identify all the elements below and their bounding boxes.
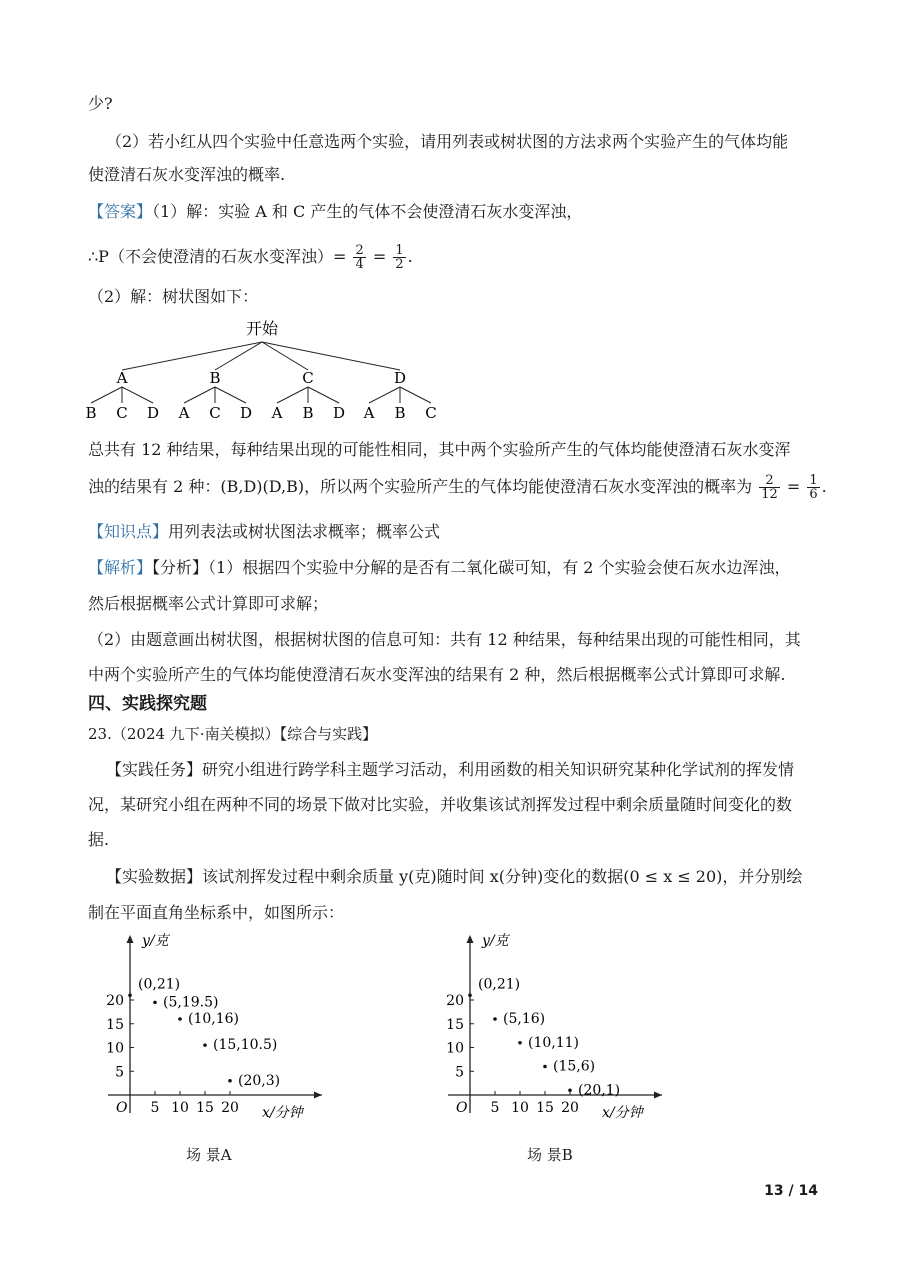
data-point-label: (5,16) bbox=[503, 1011, 546, 1027]
chart-caption-a: 场 景A bbox=[186, 1146, 232, 1164]
tree-leaf-label: A bbox=[271, 404, 283, 422]
tree-leaf-label: C bbox=[425, 404, 437, 422]
tree-branch-label: A bbox=[116, 369, 128, 387]
tree-leaf-label: B bbox=[302, 404, 314, 422]
tree-leaf-label: A bbox=[178, 404, 190, 422]
data-point-label: (5,19.5) bbox=[163, 994, 219, 1011]
x-tick-label: 15 bbox=[536, 1100, 554, 1116]
tree-leaf-label: A bbox=[363, 404, 375, 422]
y-axis-arrow bbox=[127, 935, 134, 943]
origin-label: O bbox=[456, 1100, 468, 1116]
text-line: 制在平面直角坐标系中，如图所示： bbox=[88, 903, 345, 922]
data-point-label: (20,1) bbox=[578, 1082, 621, 1099]
x-tick-label: 5 bbox=[150, 1100, 160, 1116]
data-point bbox=[568, 1088, 572, 1092]
y-tick-label: 10 bbox=[446, 1040, 464, 1057]
question-header: 23.（2024 九下·南关模拟）【综合与实践】 bbox=[88, 725, 378, 743]
text-line: 【实践任务】研究小组进行跨学科主题学习活动，利用函数的相关知识研究某种化学试剂的挥发情 bbox=[106, 760, 795, 779]
equals-sign: = bbox=[786, 477, 801, 496]
data-point bbox=[228, 1079, 232, 1083]
y-tick-label: 15 bbox=[446, 1016, 464, 1033]
data-point-label: (15,10.5) bbox=[213, 1037, 278, 1054]
tree-edge bbox=[262, 342, 400, 370]
text-line: 然后根据概率公式计算即可求解； bbox=[88, 594, 329, 613]
analysis-text: 【分析】（1）根据四个实验中分解的是否有二氧化碳可知，有 2 个实验会使石灰水边浑浊， bbox=[152, 558, 791, 577]
answer-text: （1）解：实验 A 和 C 产生的气体不会使澄清石灰水变浑浊， bbox=[152, 202, 583, 221]
answer-tag: 【答案】 bbox=[88, 202, 153, 221]
tree-leaf-label: B bbox=[85, 404, 97, 422]
data-point-label: (0,21) bbox=[138, 976, 181, 993]
data-point bbox=[543, 1065, 547, 1069]
tree-edge bbox=[308, 387, 339, 403]
y-tick-label: 10 bbox=[106, 1040, 124, 1057]
text-line: 中两个实验所产生的气体均能使澄清石灰水变浑浊的结果有 2 种，然后根据概率公式计算即可求解. bbox=[88, 665, 786, 684]
text-line: 况，某研究小组在两种不同的场景下做对比实验，并收集该试剂挥发过程中剩余质量随时间变化的数 bbox=[88, 795, 793, 814]
data-point bbox=[493, 1017, 497, 1021]
knowledge-line bbox=[88, 522, 828, 542]
knowledge-tag: 【知识点】 bbox=[88, 522, 169, 541]
fraction: $\frac{1}{2}$ bbox=[395, 243, 404, 272]
probability-text: 浊的结果有 2 种：(B,D)(D,B)，所以两个实验所产生的气体均能使澄清石灰水变浑浊的概率为 bbox=[88, 477, 753, 496]
text-line: 使澄清石灰水变浑浊的概率. bbox=[88, 165, 286, 184]
page-number: 13 / 14 bbox=[764, 1183, 818, 1199]
data-point bbox=[128, 993, 132, 997]
x-axis-arrow bbox=[654, 1092, 662, 1099]
text-line: （2）若小红从四个实验中任意选两个实验，请用列表或树状图的方法求两个实验产生的气体均能 bbox=[106, 132, 789, 151]
tree-edge bbox=[91, 387, 122, 403]
x-tick-label: 15 bbox=[196, 1100, 214, 1116]
x-axis-label: x/分钟 bbox=[602, 1105, 643, 1121]
analysis-tag: 【解析】 bbox=[88, 558, 153, 577]
chart-caption-b: 场 景B bbox=[527, 1146, 573, 1164]
tree-diagram bbox=[75, 312, 455, 430]
data-point-label: (20,3) bbox=[238, 1072, 281, 1089]
tree-branch-label: D bbox=[393, 369, 407, 387]
x-axis-label: x/分钟 bbox=[262, 1105, 303, 1121]
scatter-chart-scene-b bbox=[440, 925, 680, 1130]
x-tick-label: 20 bbox=[561, 1100, 579, 1116]
y-tick-label: 15 bbox=[106, 1016, 124, 1033]
x-tick-label: 5 bbox=[490, 1100, 500, 1116]
data-point-label: (0,21) bbox=[478, 976, 521, 993]
data-point-label: (10,11) bbox=[528, 1034, 580, 1051]
y-tick-label: 5 bbox=[115, 1064, 124, 1081]
text-line: 据. bbox=[88, 830, 110, 849]
text-line: 总共有 12 种结果，每种结果出现的可能性相同，其中两个实验所产生的气体均能使澄清石灰水变浑 bbox=[88, 440, 791, 459]
y-axis-label: y/克 bbox=[142, 933, 169, 949]
fraction: $\frac{2}{4}$ bbox=[355, 243, 364, 272]
tree-leaf-label: D bbox=[146, 404, 160, 422]
tree-edge bbox=[215, 387, 246, 403]
data-point bbox=[468, 993, 472, 997]
x-tick-label: 10 bbox=[171, 1100, 189, 1116]
origin-label: O bbox=[116, 1100, 128, 1116]
text-line: （2）解：树状图如下： bbox=[88, 287, 259, 306]
fraction: $\frac{1}{6}$ bbox=[809, 473, 818, 502]
tree-edge bbox=[400, 387, 431, 403]
text-line: 【实验数据】该试剂挥发过程中剩余质量 y(克)随时间 x(分钟)变化的数据(0 ≤ x ≤ 20)，并分别绘 bbox=[106, 867, 803, 886]
answer-line bbox=[88, 202, 828, 222]
probability-line: ∴P（不会使澄清的石灰水变浑浊）= $\frac{2}{4}$ = $\frac{1}{2}$ . bbox=[88, 243, 413, 272]
tree-leaf-label: B bbox=[394, 404, 406, 422]
analysis-line bbox=[88, 558, 828, 578]
tree-leaf-label: C bbox=[116, 404, 128, 422]
y-tick-label: 20 bbox=[446, 993, 464, 1009]
y-tick-label: 20 bbox=[106, 993, 124, 1009]
text-line: 少? bbox=[88, 94, 113, 113]
tree-branch-label: B bbox=[209, 369, 221, 387]
probability-text: ∴P（不会使澄清的石灰水变浑浊）= bbox=[88, 247, 347, 266]
y-axis-label: y/克 bbox=[482, 933, 509, 949]
data-point-label: (10,16) bbox=[188, 1011, 240, 1027]
equals-sign: = bbox=[372, 247, 387, 266]
tree-leaf-label: C bbox=[209, 404, 221, 422]
data-point-label: (15,6) bbox=[553, 1058, 596, 1075]
x-axis-arrow bbox=[314, 1092, 322, 1099]
tree-leaf-label: D bbox=[239, 404, 253, 422]
tree-leaf-label: D bbox=[332, 404, 346, 422]
tree-edge bbox=[277, 387, 308, 403]
tree-edge bbox=[122, 342, 262, 370]
data-point bbox=[153, 1001, 157, 1005]
tree-branch-label: C bbox=[302, 369, 314, 387]
data-point bbox=[178, 1017, 182, 1021]
y-axis-arrow bbox=[467, 935, 474, 943]
y-tick-label: 5 bbox=[455, 1064, 464, 1081]
text-line: （2）由题意画出树状图，根据树状图的信息可知：共有 12 种结果，每种结果出现的可能性相同，其 bbox=[88, 630, 801, 649]
data-point bbox=[518, 1041, 522, 1045]
fraction: $\frac{2}{12}$ bbox=[761, 473, 778, 502]
data-point bbox=[203, 1043, 207, 1047]
scatter-chart-scene-a bbox=[100, 925, 340, 1130]
x-tick-label: 20 bbox=[221, 1100, 239, 1116]
tree-edge bbox=[122, 387, 153, 403]
probability-line: 浊的结果有 2 种：(B,D)(D,B)，所以两个实验所产生的气体均能使澄清石灰水变浑浊的概率为 $\frac{2}{12}$ = $\frac{1}{6}$ . bbox=[88, 473, 827, 502]
tree-edge bbox=[184, 387, 215, 403]
section-heading: 四、实践探究题 bbox=[88, 694, 207, 714]
x-tick-label: 10 bbox=[511, 1100, 529, 1116]
knowledge-text: 用列表法或树状图法求概率；概率公式 bbox=[168, 522, 441, 541]
tree-edge bbox=[369, 387, 400, 403]
tree-root-label: 开始 bbox=[245, 319, 279, 338]
